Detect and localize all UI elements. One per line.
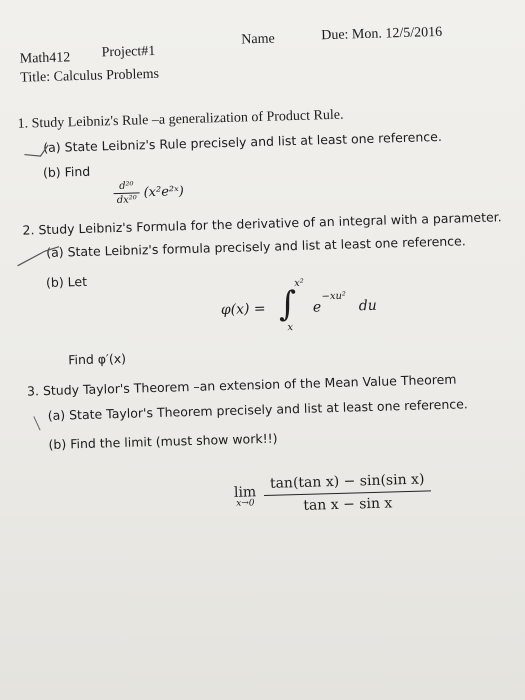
name-label: Name bbox=[241, 31, 275, 48]
integral-differential: du bbox=[358, 297, 378, 315]
problem-1-part-a: (a) State Leibniz's Rule precisely and list at least one reference. bbox=[43, 128, 443, 156]
derivative-expression: (x²e²ˣ) bbox=[143, 184, 185, 201]
worksheet-title: Title: Calculus Problems bbox=[20, 66, 160, 86]
problem-2-formula bbox=[220, 275, 422, 341]
project-label: Project#1 bbox=[101, 43, 156, 61]
integral-sign: ∫ bbox=[278, 284, 298, 325]
problem-1-heading: 1. Study Leibniz's Rule –a generalization of Product Rule. bbox=[17, 107, 344, 132]
limit-subscript: x→0 bbox=[236, 497, 255, 509]
problem-3-limit-formula bbox=[234, 471, 432, 515]
integrand-exponent: −xu² bbox=[321, 290, 347, 303]
limit-denominator: tan x − sin x bbox=[303, 495, 393, 514]
phi-lhs: φ(x) = bbox=[220, 300, 266, 319]
limit-operator bbox=[234, 484, 257, 509]
limit-numerator: tan(tan x) − sin(sin x) bbox=[264, 471, 431, 496]
problem-2-part-b: (b) Let bbox=[45, 273, 88, 291]
problem-3-part-b: (b) Find the limit (must show work!!) bbox=[48, 430, 278, 453]
due-date: Due: Mon. 12/5/2016 bbox=[321, 24, 443, 44]
integrand-base: e bbox=[312, 299, 322, 316]
problem-1-formula bbox=[113, 179, 184, 206]
problem-1-part-b: (b) Find bbox=[42, 163, 91, 181]
course-code: Math412 bbox=[19, 50, 71, 67]
problem-2-heading: 2. Study Leibniz's Formula for the derivative of an integral with a parameter. bbox=[22, 209, 502, 238]
derivative-fraction bbox=[113, 180, 140, 206]
integral-upper-limit: x² bbox=[294, 277, 304, 290]
pencil-mark-2a bbox=[15, 244, 66, 269]
integral-lower-limit: x bbox=[287, 322, 294, 334]
problem-3-heading: 3. Study Taylor's Theorem –an extension of the Mean Value Theorem bbox=[26, 371, 457, 399]
pencil-mark-1a bbox=[22, 142, 62, 161]
derivative-denominator: dx²⁰ bbox=[116, 194, 137, 207]
limit-label: lim bbox=[233, 483, 257, 501]
pencil-mark-3a bbox=[30, 413, 61, 434]
derivative-numerator: d²⁰ bbox=[113, 180, 139, 194]
problem-2-find: Find φ′(x) bbox=[67, 350, 127, 368]
problem-3-part-a: (a) State Taylor's Theorem precisely and list at least one reference. bbox=[47, 396, 468, 424]
limit-fraction bbox=[264, 471, 432, 515]
problem-2-part-a: (a) State Leibniz's formula precisely and list at least one reference. bbox=[45, 233, 466, 260]
